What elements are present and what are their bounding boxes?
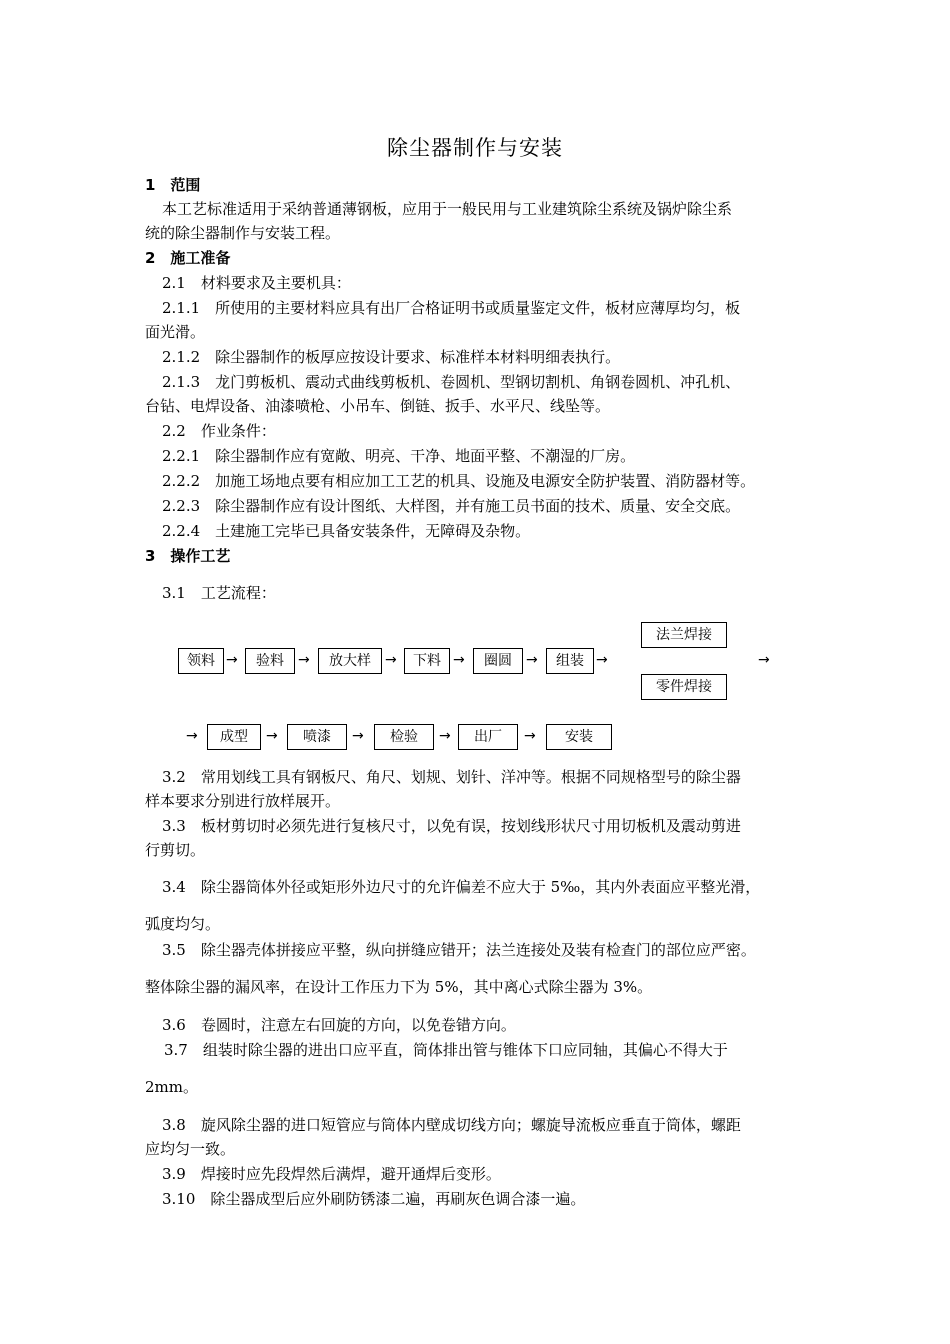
- flow-step: 圈圆: [473, 648, 523, 674]
- paragraph: 台钻、电焊设备、油漆喷枪、小吊车、倒链、扳手、水平尺、线坠等。: [145, 397, 611, 415]
- paragraph: 2.1.2 除尘器制作的板厚应按设计要求、标准样本材料明细表执行。: [162, 348, 621, 366]
- paragraph: 应均匀一致。: [145, 1140, 236, 1158]
- paragraph: 3.5 除尘器壳体拼接应平整，纵向拼缝应错开；法兰连接处及装有检查门的部位应严密。: [162, 941, 756, 959]
- flow-step: 检验: [374, 724, 434, 750]
- flow-step: 组装: [546, 648, 594, 674]
- flow-arrow: →: [526, 652, 538, 668]
- paragraph: 弧度均匀。: [145, 915, 221, 933]
- subsection-2-2: 2.2 作业条件：: [162, 422, 276, 440]
- paragraph: 2.2.2 加施工场地点要有相应加工工艺的机具、设施及电源安全防护装置、消防器材等。: [162, 472, 756, 490]
- paragraph: 3.10 除尘器成型后应外刷防锈漆二遍，再刷灰色调合漆一遍。: [162, 1190, 586, 1208]
- flow-step: 出厂: [458, 724, 518, 750]
- paragraph: 2mm。: [145, 1078, 198, 1096]
- flow-branch-bottom: 零件焊接: [641, 674, 727, 700]
- paragraph: 2.1.1 所使用的主要材料应具有出厂合格证明书或质量鉴定文件，板材应薄厚均匀，板: [162, 299, 741, 317]
- paragraph: 2.2.1 除尘器制作应有宽敞、明亮、干净、地面平整、不潮湿的厂房。: [162, 447, 636, 465]
- flow-step: 安装: [546, 724, 612, 750]
- flow-step: 放大样: [318, 648, 382, 674]
- flow-arrow: →: [186, 728, 198, 744]
- paragraph: 3.8 旋风除尘器的进口短管应与筒体内壁成切线方向；螺旋导流板应垂直于筒体，螺距: [162, 1116, 741, 1134]
- flow-arrow: →: [453, 652, 465, 668]
- paragraph: 2.2.4 土建施工完毕已具备安装条件，无障碍及杂物。: [162, 522, 531, 540]
- flow-arrow: →: [524, 728, 536, 744]
- flow-branch-top: 法兰焊接: [641, 622, 727, 648]
- paragraph: 本工艺标准适用于采纳普通薄钢板，应用于一般民用与工业建筑除尘系统及锅炉除尘系: [162, 200, 733, 218]
- section-3-heading: 3 操作工艺: [145, 547, 231, 565]
- paragraph: 3.6 卷圆时，注意左右回旋的方向，以免卷错方向。: [162, 1016, 516, 1034]
- paragraph: 3.9 焊接时应先段焊然后满焊，避开通焊后变形。: [162, 1165, 501, 1183]
- flow-arrow: →: [596, 652, 608, 668]
- flow-arrow: →: [266, 728, 278, 744]
- flow-arrow: →: [298, 652, 310, 668]
- flow-step: 喷漆: [287, 724, 347, 750]
- flow-step: 成型: [207, 724, 261, 750]
- flow-arrow: →: [352, 728, 364, 744]
- paragraph: 整体除尘器的漏风率，在设计工作压力下为 5%，其中离心式除尘器为 3%。: [145, 978, 653, 996]
- paragraph: 3.2 常用划线工具有钢板尺、角尺、划规、划针、洋冲等。根据不同规格型号的除尘器: [162, 768, 741, 786]
- paragraph: 3.4 除尘器筒体外径或矩形外边尺寸的允许偏差不应大于 5‰，其内外表面应平整光滑，: [162, 878, 761, 896]
- paragraph: 面光滑。: [145, 323, 206, 341]
- paragraph: 行剪切。: [145, 841, 206, 859]
- paragraph: 样本要求分别进行放样展开。: [145, 792, 341, 810]
- flow-step: 下料: [404, 648, 450, 674]
- flow-step: 领料: [178, 648, 224, 674]
- paragraph: 2.2.3 除尘器制作应有设计图纸、大样图，并有施工员书面的技术、质量、安全交底。: [162, 497, 741, 515]
- paragraph: 2.1.3 龙门剪板机、震动式曲线剪板机、卷圆机、型钢切割机、角钢卷圆机、冲孔机、: [162, 373, 741, 391]
- paragraph: 3.3 板材剪切时必须先进行复核尺寸，以免有误，按划线形状尺寸用切板机及震动剪进: [162, 817, 741, 835]
- flow-arrow: →: [226, 652, 238, 668]
- subsection-2-1: 2.1 材料要求及主要机具：: [162, 274, 351, 292]
- subsection-3-1: 3.1 工艺流程：: [162, 584, 276, 602]
- flow-arrow: →: [439, 728, 451, 744]
- paragraph: 3.7 组装时除尘器的进出口应平直，筒体排出管与锥体下口应同轴，其偏心不得大于: [164, 1041, 728, 1059]
- section-1-heading: 1 范围: [145, 176, 201, 194]
- page-title: 除尘器制作与安装: [387, 136, 563, 160]
- flow-step: 验料: [245, 648, 295, 674]
- paragraph: 统的除尘器制作与安装工程。: [145, 224, 341, 242]
- flow-arrow: →: [385, 652, 397, 668]
- flow-arrow: →: [758, 652, 770, 668]
- section-2-heading: 2 施工准备: [145, 249, 231, 267]
